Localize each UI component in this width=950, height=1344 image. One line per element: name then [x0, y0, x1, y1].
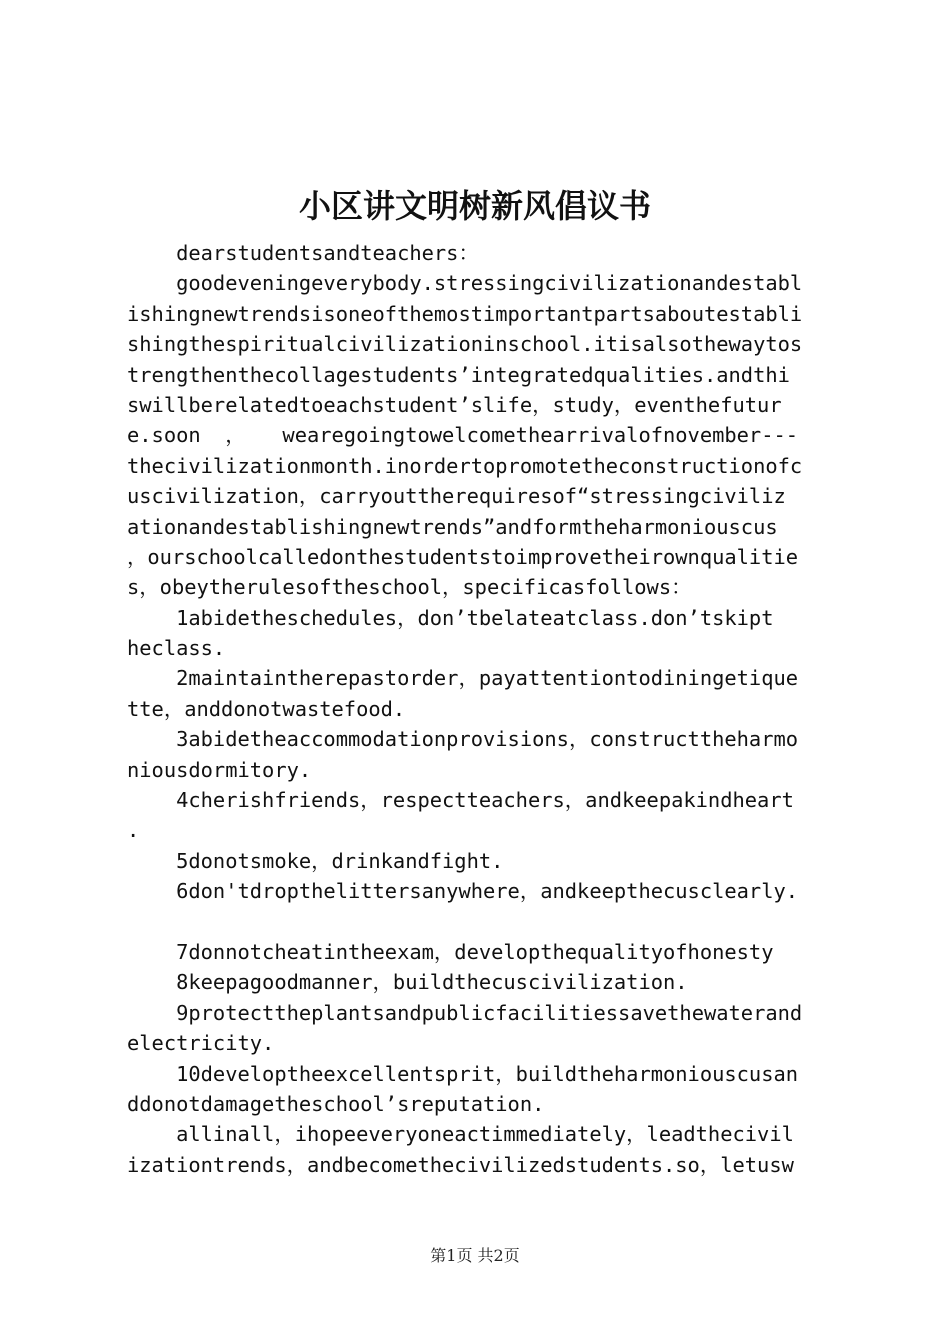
document-title: 小区讲文明树新风倡议书 [298, 187, 651, 225]
body-line: goodeveningeverybody.stressingcivilizationandestabl [127, 271, 803, 296]
document-body [127, 238, 833, 1180]
body-line: dearstudentsandteachers： [127, 241, 479, 265]
body-line: s，obeytherulesoftheschool，specificasfollows： [127, 575, 692, 600]
body-line: 7donnotcheatintheexam，developthequalityofhonesty [127, 939, 774, 964]
body-line: 3abidetheaccommodationprovisions，constructtheharmo [127, 727, 799, 752]
body-line: 2maintaintherepastorder，payattentiontodiningetique [127, 666, 799, 691]
body-line: electricity. [127, 1031, 275, 1056]
body-line: ddonotdamagetheschool’sreputation. [127, 1091, 545, 1116]
body-line: allinall，ihopeeveryoneactimmediately，leadthecivil [127, 1122, 794, 1147]
body-line: 10developtheexcellentsprit，buildtheharmoniouscusan [127, 1061, 799, 1086]
body-line: niousdormitory. [127, 757, 312, 782]
body-line: 5donotsmoke，drinkandfight. [127, 848, 504, 873]
body-line: tte，anddonotwastefood. [127, 696, 406, 721]
body-line [127, 907, 833, 937]
body-line: shingthespiritualcivilizationinschool.itisalsothewaytos [127, 332, 803, 357]
body-line: uscivilization，carryouttherequiresof“stressingciviliz [127, 484, 786, 509]
body-line: izationtrends，andbecomethecivilizedstudents.so，letusw [127, 1152, 794, 1177]
body-line: 6don'tdropthelittersanywhere，andkeepthecusclearly. [127, 879, 799, 904]
page-footer: 第1页 共2页 [430, 1246, 520, 1265]
body-line: 4cherishfriends，respectteachers，andkeepakindheart [127, 788, 794, 813]
body-line: swillberelatedtoeachstudent’slife，study，eventhefutur [127, 392, 782, 417]
body-line: thecivilizationmonth.inordertopromotetheconstructionofc [127, 453, 803, 478]
body-line: 8keepagoodmanner，buildthecuscivilization. [127, 970, 688, 995]
body-line: 1abidetheschedules，don’tbelateatclass.don’tskipt [127, 605, 774, 630]
body-line: ationandestablishingnewtrends”andformtheharmoniouscus [127, 514, 778, 539]
body-line: . [127, 818, 140, 843]
body-line: ishingnewtrendsisoneofthemostimportantpartsaboutestabli [127, 301, 803, 326]
body-line: trengthenthecollagestudents’integratedqualities.andthi [127, 362, 790, 387]
body-line: e.soon ， wearegoingtowelcomethearrivalofnovember--- [127, 423, 799, 448]
body-line: 9protecttheplantsandpublicfacilitiessavethewaterand [127, 1000, 803, 1025]
body-line: ，ourschoolcalledonthestudentstoimprovetheirownqualitie [127, 544, 799, 569]
body-line: heclass. [127, 636, 226, 661]
